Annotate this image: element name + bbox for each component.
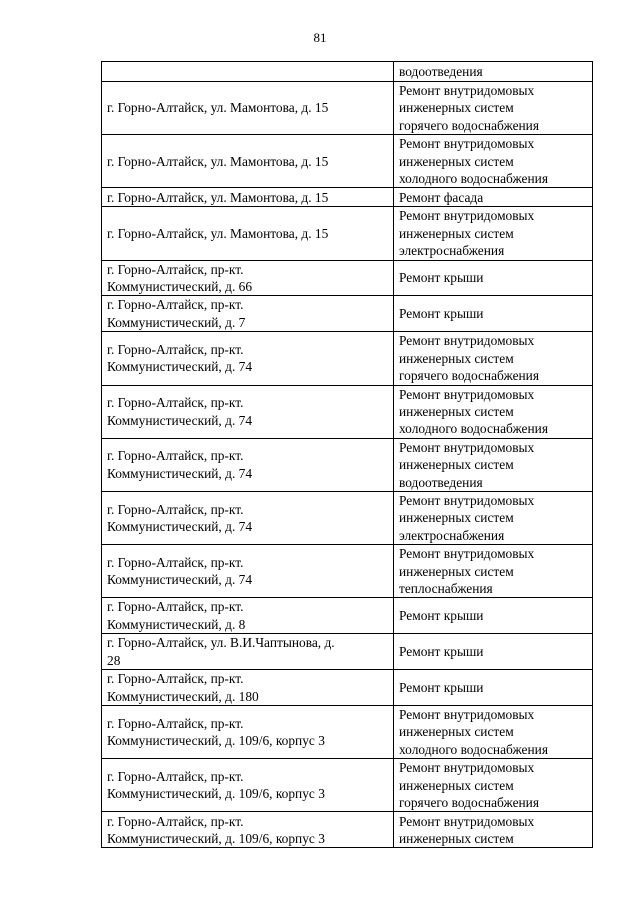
- address-cell: г. Горно-Алтайск, пр-кт. Коммунистический, д. 109/6, корпус 3: [102, 812, 394, 848]
- table-row: [102, 188, 593, 207]
- address-cell: г. Горно-Алтайск, ул. Мамонтова, д. 15: [102, 135, 394, 188]
- work-type-cell: Ремонт внутридомовых инженерных систем горячего водоснабжения: [394, 82, 593, 135]
- address-cell: г. Горно-Алтайск, ул. Мамонтова, д. 15: [102, 82, 394, 135]
- address-cell: г. Горно-Алтайск, пр-кт. Коммунистический, д. 66: [102, 260, 394, 296]
- address-cell: г. Горно-Алтайск, пр-кт. Коммунистический, д. 74: [102, 332, 394, 385]
- address-cell: г. Горно-Алтайск, пр-кт. Коммунистический, д. 180: [102, 670, 394, 706]
- work-type-cell: Ремонт внутридомовых инженерных систем горячего водоснабжения: [394, 332, 593, 385]
- table-row: [102, 332, 593, 385]
- table-row: [102, 670, 593, 706]
- table-row: [102, 759, 593, 812]
- table-row: [102, 82, 593, 135]
- work-type-cell: Ремонт внутридомовых инженерных систем холодного водоснабжения: [394, 706, 593, 759]
- work-type-cell: Ремонт крыши: [394, 598, 593, 634]
- address-cell: г. Горно-Алтайск, пр-кт. Коммунистический, д. 74: [102, 545, 394, 598]
- work-type-cell: Ремонт внутридомовых инженерных систем холодного водоснабжения: [394, 135, 593, 188]
- work-type-cell: Ремонт внутридомовых инженерных систем: [394, 812, 593, 848]
- table-row: [102, 296, 593, 332]
- address-cell: г. Горно-Алтайск, пр-кт. Коммунистический, д. 109/6, корпус 3: [102, 759, 394, 812]
- work-type-cell: Ремонт внутридомовых инженерных систем электроснабжения: [394, 491, 593, 544]
- address-cell: г. Горно-Алтайск, пр-кт. Коммунистический, д. 8: [102, 598, 394, 634]
- table-row: [102, 812, 593, 848]
- address-cell: г. Горно-Алтайск, пр-кт. Коммунистический, д. 74: [102, 491, 394, 544]
- table-row: [102, 135, 593, 188]
- work-type-cell: Ремонт внутридомовых инженерных систем электроснабжения: [394, 207, 593, 260]
- work-type-cell: Ремонт крыши: [394, 634, 593, 670]
- work-type-cell: Ремонт внутридомовых инженерных систем водоотведения: [394, 438, 593, 491]
- table-row: [102, 545, 593, 598]
- address-cell: г. Горно-Алтайск, пр-кт. Коммунистический, д. 7: [102, 296, 394, 332]
- address-cell: г. Горно-Алтайск, пр-кт. Коммунистический, д. 74: [102, 385, 394, 438]
- work-type-cell: Ремонт фасада: [394, 188, 593, 207]
- table-row: [102, 207, 593, 260]
- table-row: [102, 385, 593, 438]
- work-type-cell: Ремонт внутридомовых инженерных систем теплоснабжения: [394, 545, 593, 598]
- work-type-cell: Ремонт крыши: [394, 296, 593, 332]
- address-cell: г. Горно-Алтайск, ул. В.И.Чаптынова, д. 28: [102, 634, 394, 670]
- address-cell: г. Горно-Алтайск, пр-кт. Коммунистический, д. 74: [102, 438, 394, 491]
- table-row: [102, 491, 593, 544]
- table-row: [102, 438, 593, 491]
- work-type-cell: Ремонт внутридомовых инженерных систем горячего водоснабжения: [394, 759, 593, 812]
- work-type-cell: водоотведения: [394, 62, 593, 82]
- address-cell: [102, 62, 394, 82]
- table-row: [102, 62, 593, 82]
- work-type-cell: Ремонт крыши: [394, 670, 593, 706]
- work-type-cell: Ремонт крыши: [394, 260, 593, 296]
- address-cell: г. Горно-Алтайск, ул. Мамонтова, д. 15: [102, 207, 394, 260]
- works-table-body: [102, 62, 593, 848]
- page-number: 81: [313, 30, 327, 45]
- table-row: [102, 260, 593, 296]
- works-table: [101, 61, 593, 848]
- table-row: [102, 598, 593, 634]
- address-cell: г. Горно-Алтайск, ул. Мамонтова, д. 15: [102, 188, 394, 207]
- address-cell: г. Горно-Алтайск, пр-кт. Коммунистический, д. 109/6, корпус 3: [102, 706, 394, 759]
- work-type-cell: Ремонт внутридомовых инженерных систем холодного водоснабжения: [394, 385, 593, 438]
- table-row: [102, 634, 593, 670]
- table-row: [102, 706, 593, 759]
